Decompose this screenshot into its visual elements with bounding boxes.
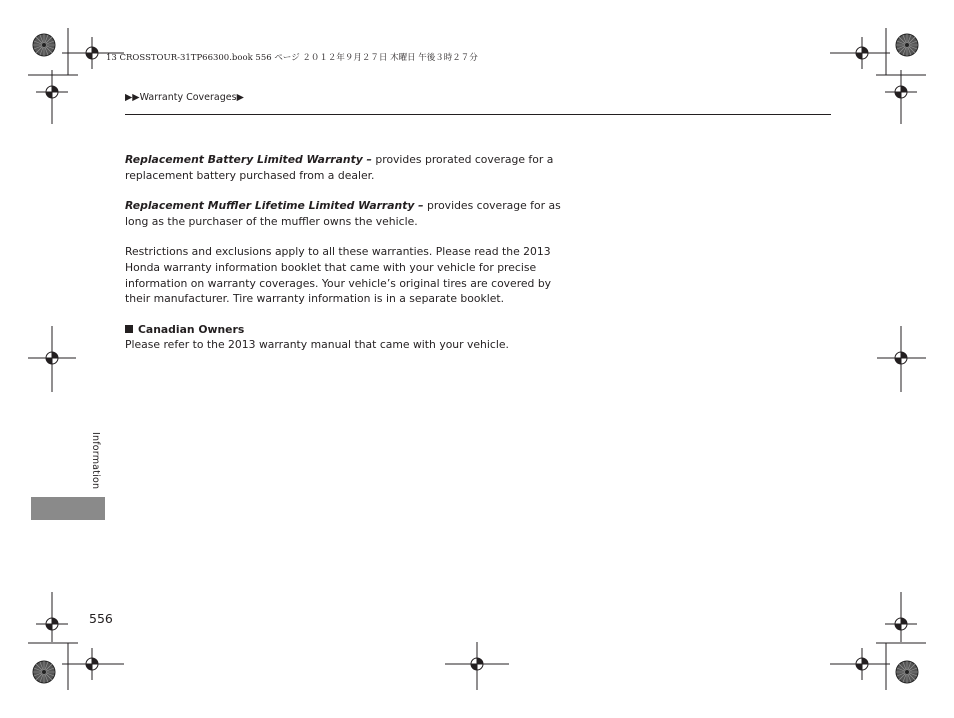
page-body xyxy=(125,152,565,353)
term-muffler-warranty: Replacement Muffler Lifetime Limited Warranty – xyxy=(125,199,424,213)
text-battery-warranty: provides prorated coverage for a replacement battery purchased from a dealer. xyxy=(125,153,554,182)
breadcrumb-arrows-icon: ▶▶ xyxy=(125,92,140,103)
square-bullet-icon xyxy=(125,325,133,333)
term-battery-warranty: Replacement Battery Limited Warranty – xyxy=(125,153,372,166)
side-tab-marker xyxy=(31,497,105,520)
breadcrumb xyxy=(125,92,244,103)
paragraph-muffler-warranty xyxy=(125,198,565,229)
page-number: 556 xyxy=(89,611,113,626)
section-text-canadian-owners: Please refer to the 2013 warranty manual that came with your vehicle. xyxy=(125,338,509,352)
header-rule xyxy=(125,114,831,115)
section-heading-canadian-owners xyxy=(125,322,565,338)
section-heading-text: Canadian Owners xyxy=(138,322,245,336)
print-job-header: 13 CROSSTOUR-31TP66300.book 556 ページ ２０１２年９月２７日 木曜日 午後３時２７分 xyxy=(106,53,478,63)
paragraph-battery-warranty xyxy=(125,152,565,183)
text-muffler-warranty: provides coverage for as long as the purchaser of the muffler owns the vehicle. xyxy=(125,199,561,228)
breadcrumb-item-warranty-coverages[interactable]: Warranty Coverages xyxy=(139,92,237,103)
breadcrumb-arrow-icon: ▶ xyxy=(236,92,244,103)
paragraph-restrictions: Restrictions and exclusions apply to all these warranties. Please read the 2013 Honda warranty information booklet that came with your vehicle for precise information on warranty coverages. Your vehicle’s original tires are covered by their manufacturer. Tire warranty information is in a separate booklet. xyxy=(125,245,552,306)
side-tab-label: Information xyxy=(90,432,101,490)
